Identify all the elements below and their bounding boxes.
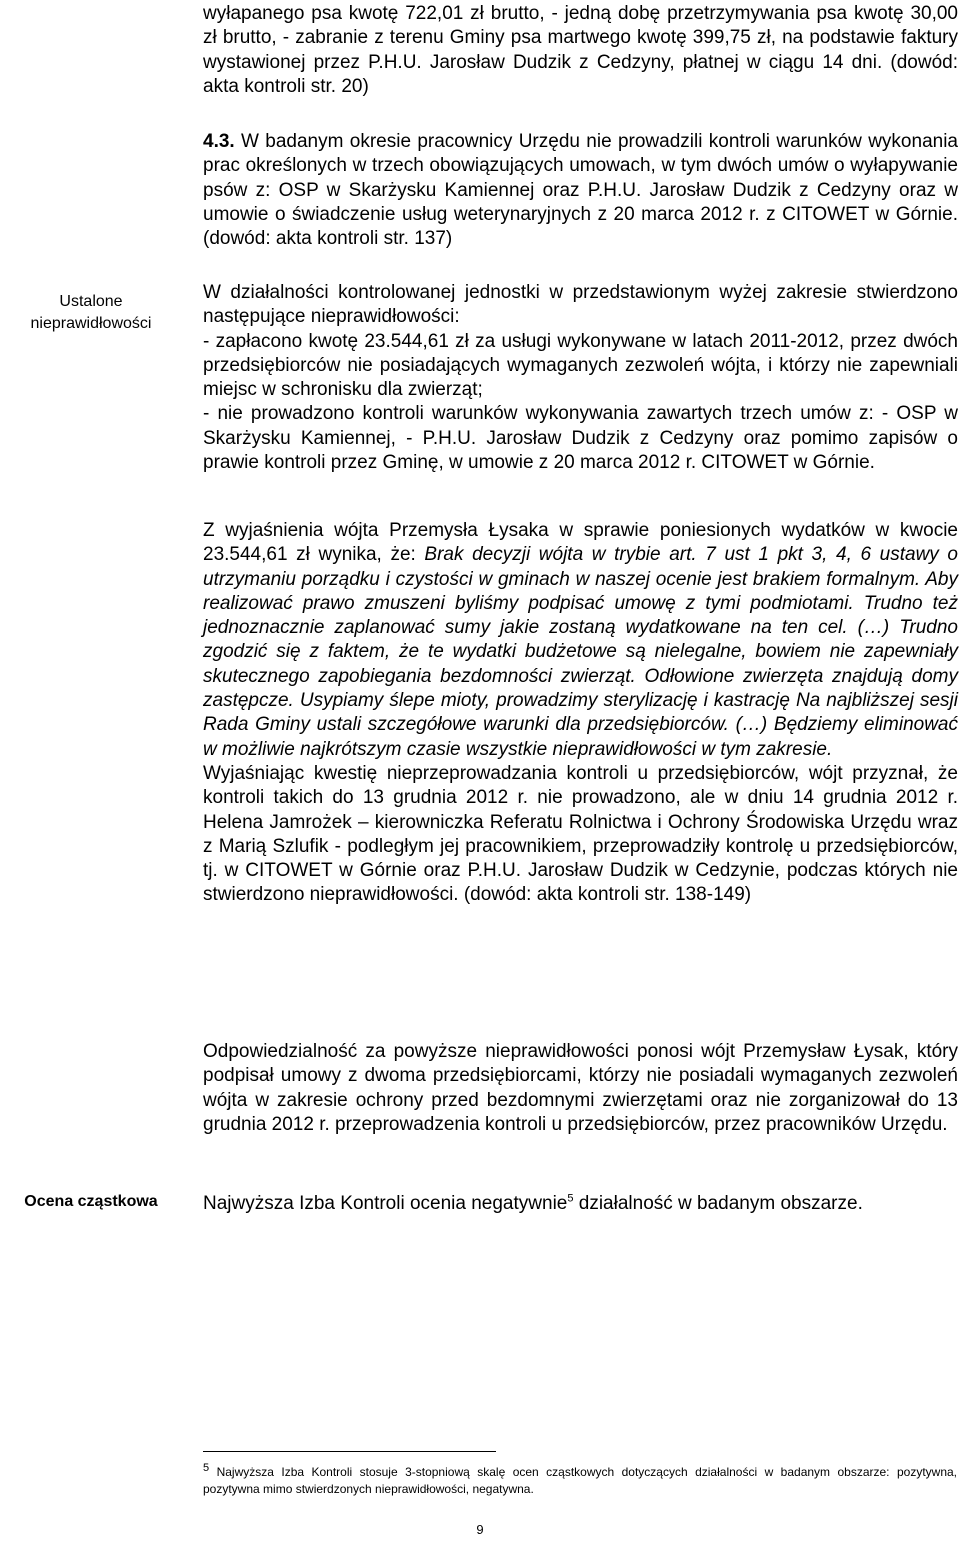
continuation-text: wyłapanego psa kwotę 722,01 zł brutto, - jedną dobę przetrzymywania psa kwotę 30,00 zł brutto, - zabranie z terenu Gminy psa martwego kwotę 399,75 zł, na podstawie faktury wystawionej przez P.H.U. Jarosław Dudzik z Cedzyny, płatnej w ciągu 14 dni. (dowód: akta kontroli str. 20) xyxy=(203,3,958,97)
page-number: 9 xyxy=(476,1522,484,1537)
section-4-3-text: W badanym okresie pracownicy Urzędu nie prowadzili kontroli warunków wykonania prac określonych w trzech obowiązujących umowach, w tym dwóch umów o wyłapywanie psów z: OSP w Skarżysku Kamiennej oraz P.H.U. Jarosław Dudzik z Cedzyny oraz w umowie o świadczenie usług weterynaryjnych z 20 marca 2012 r. z CITOWET w Górnie. (dowód: akta kontroli str. 137) xyxy=(203,131,958,250)
footnote-number: 5 xyxy=(203,1462,210,1474)
section-number: 4.3. xyxy=(203,131,235,152)
assessment-paragraph xyxy=(203,1192,958,1216)
assessment-block xyxy=(203,1192,958,1216)
irregularity-item: - nie prowadzono kontroli warunków wykonywania zawartych trzech umów z: - OSP w Skarżysku Kamiennej, - P.H.U. Jarosław Dudzik z Cedzyny oraz pomimo zapisów o prawie kontroli przez Gminę, w umowie z 20 marca 2012 r. CITOWET w Górnie. xyxy=(203,403,958,474)
responsibility-text: Odpowiedzialność za powyższe nieprawidłowości ponosi wójt Przemysław Łysak, który podpisał umowy z dwoma przedsiębiorcami, którzy nie posiadali wymaganych zezwoleń wójta w zakresie ochrony przed bezdomnymi zwierzętami oraz nie zorganizował do 13 grudnia 2012 r. przeprowadzenia kontroli u przedsiębiorców, przez pracowników Urzędu. xyxy=(203,1041,958,1135)
explanation-control-paragraph: Wyjaśniając kwestię nieprzeprowadzania kontroli u przedsiębiorców, wójt przyznał, że kontroli takich do 13 grudnia 2012 r. nie prowadzono, ale w dniu 14 grudnia 2012 r. Helena Jamrożek – kierowniczka Referatu Rolnictwa i Ochrony Środowiska Urzędu wraz z Marią Szlufik - podległym jej pracownikiem, przeprowadziły kontrolę u przedsiębiorców, tj. w CITOWET w Górnie oraz P.H.U. Jarosław Dudzik w Cedzynie, podczas których nie stwierdzono nieprawidłowości. (dowód: akta kontroli str. 138-149) xyxy=(203,762,958,906)
footnote-text: Najwyższa Izba Kontroli stosuje 3-stopniową skalę ocen cząstkowych dotyczących działalności w badanym obszarze: pozytywna, pozytywna mimo stwierdzonych nieprawidłowości, negatywna. xyxy=(203,1465,957,1496)
irregularities-intro: W działalności kontrolowanej jednostki w przedstawionym wyżej zakresie stwierdzono następujące nieprawidłowości: xyxy=(203,282,958,328)
irregularity-item: - zapłacono kwotę 23.544,61 zł za usługi wykonywane w latach 2011-2012, przez dwóch przedsiębiorców nie posiadających wymaganych zezwoleń wójta, i którzy nie zapewniali miejsc w schronisku dla zwierząt; xyxy=(203,330,958,401)
explanation-paragraph xyxy=(203,519,958,762)
explanation-quote: Brak decyzji wójta w trybie art. 7 ust 1 pkt 3, 4, 6 ustawy o utrzymaniu porządku i czystości w gminach w naszej ocenie jest brakiem formalnym. Aby realizować prawo zmuszeni byliśmy podpisać umowę z tymi podmiotami. Trudno też jednoznacznie zaplanować sumy jakie zostaną wydatkowane na ten cel. (…) Trudno zgodzić się z faktem, że te wydatki budżetowe są nielegalne, bowiem nie zapewniały skutecznego zapobiegania bezdomności zwierząt. Odłowione zwierzęta znajdują domy zastępcze. Usypiamy ślepe mioty, prowadzimy sterylizację i kastrację Na najbliższej sesji Rada Gminy ustali szczegółowe warunki dla przedsiębiorców. (…) Będziemy eliminować w możliwie najkrótszym czasie wszystkie nieprawidłowości w tym zakresie. xyxy=(203,544,958,760)
continuation-paragraph xyxy=(203,2,958,99)
assessment-text-before: Najwyższa Izba Kontroli ocenia negatywnie xyxy=(203,1193,568,1214)
footnote-separator xyxy=(203,1451,496,1452)
footnote xyxy=(203,1464,957,1498)
explanation-intro: Z wyjaśnienia wójta Przemysła Łysaka w sprawie poniesionych wydatków w kwocie 23.544,61 zł wynika, że: xyxy=(203,520,958,566)
assessment-text-after: działalność w badanym obszarze. xyxy=(573,1193,863,1214)
section-4-3 xyxy=(203,130,958,251)
irregularities-block xyxy=(203,281,958,475)
responsibility-block xyxy=(203,1040,958,1137)
margin-label-irregularities: Ustalone nieprawidłowości xyxy=(30,293,152,332)
section-4-3-paragraph xyxy=(203,130,958,251)
explanation-block xyxy=(203,519,958,908)
footnote-reference: 5 xyxy=(567,1192,574,1205)
margin-label-assessment: Ocena cząstkowa xyxy=(24,1193,158,1210)
